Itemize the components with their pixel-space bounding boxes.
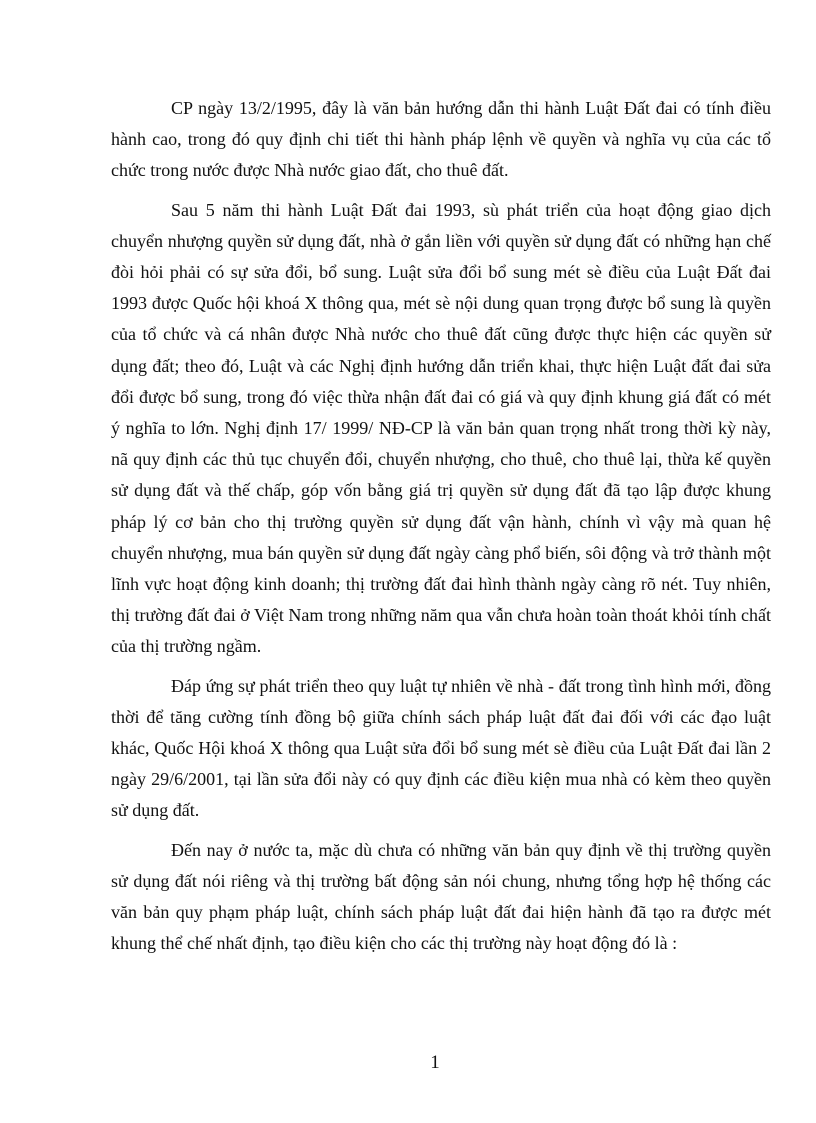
paragraph-3: Đáp ứng sự phát triển theo quy luật tự nhiên về nhà - đất trong tình hình mới, đồng thời để tăng cường tính đồng bộ giữa chính sách pháp luật đất đai đối với các đạo luật khác, Quốc Hội khoá X thông qua Luật sửa đổi bổ sung mét sè điều của Luật Đất đai lần 2 ngày 29/6/2001, tại lần sửa đổi này có quy định các điều kiện mua nhà có kèm theo quyền sử dụng đất. xyxy=(111,675,771,821)
document-body xyxy=(111,93,771,967)
paragraph-2: Sau 5 năm thi hành Luật Đất đai 1993, sù phát triển của hoạt động giao dịch chuyển nhượng quyền sử dụng đất, nhà ở gắn liền với quyền sử dụng đất có những hạn chế đòi hỏi phải có sự sửa đổi, bổ sung. Luật sửa đổi bổ sung mét sè điều của Luật Đất đai 1993 được Quốc hội khoá X thông qua, mét sè nội dung quan trọng được bổ sung là quyền của tổ chức và cá nhân được Nhà nước cho thuê đất cũng được thực hiện các quyền sử dụng đất; theo đó, Luật và các Nghị định hướng dẫn triển khai, thực hiện Luật đất đai sửa đổi được bổ sung, trong đó việc thừa nhận đất đai có giá và quy định khung giá đất có mét ý nghĩa to lớn. Nghị định 17/ 1999/ NĐ-CP là văn bản quan trọng nhất trong thời kỳ này, nã quy định các thủ tục chuyển đổi, chuyển nhượng, cho thuê, cho thuê lại, thừa kế quyền sử dụng đất và thế chấp, góp vốn bằng giá trị quyền sử dụng đất đã tạo lập được khung pháp lý cơ bản cho thị trường quyền sử dụng đất vận hành, chính vì vậy mà quan hệ chuyển nhượng, mua bán quyền sử dụng đất ngày càng phổ biến, sôi động và trở thành một lĩnh vực hoạt động kinh doanh; thị trường đất đai hình thành ngày càng rõ nét. Tuy nhiên, thị trường đất đai ở Việt Nam trong những năm qua vẫn chưa hoàn toàn thoát khỏi tính chất của thị trường ngầm. xyxy=(111,199,771,657)
paragraph-4: Đến nay ở nước ta, mặc dù chưa có những văn bản quy định về thị trường quyền sử dụng đất nói riêng và thị trường bất động sản nói chung, nhưng tổng hợp hệ thống các văn bản quy phạm pháp luật, chính sách pháp luật đất đai hiện hành đã tạo ra được mét khung thể chế nhất định, tạo điều kiện cho các thị trường này hoạt động đó là : xyxy=(111,839,771,954)
paragraph-1: CP ngày 13/2/1995, đây là văn bản hướng dẫn thi hành Luật Đất đai có tính điều hành cao, trong đó quy định chi tiết thi hành pháp lệnh về quyền và nghĩa vụ của các tổ chức trong nước được Nhà nước giao đất, cho thuê đất. xyxy=(111,98,771,181)
page-number: 1 xyxy=(430,1052,440,1073)
